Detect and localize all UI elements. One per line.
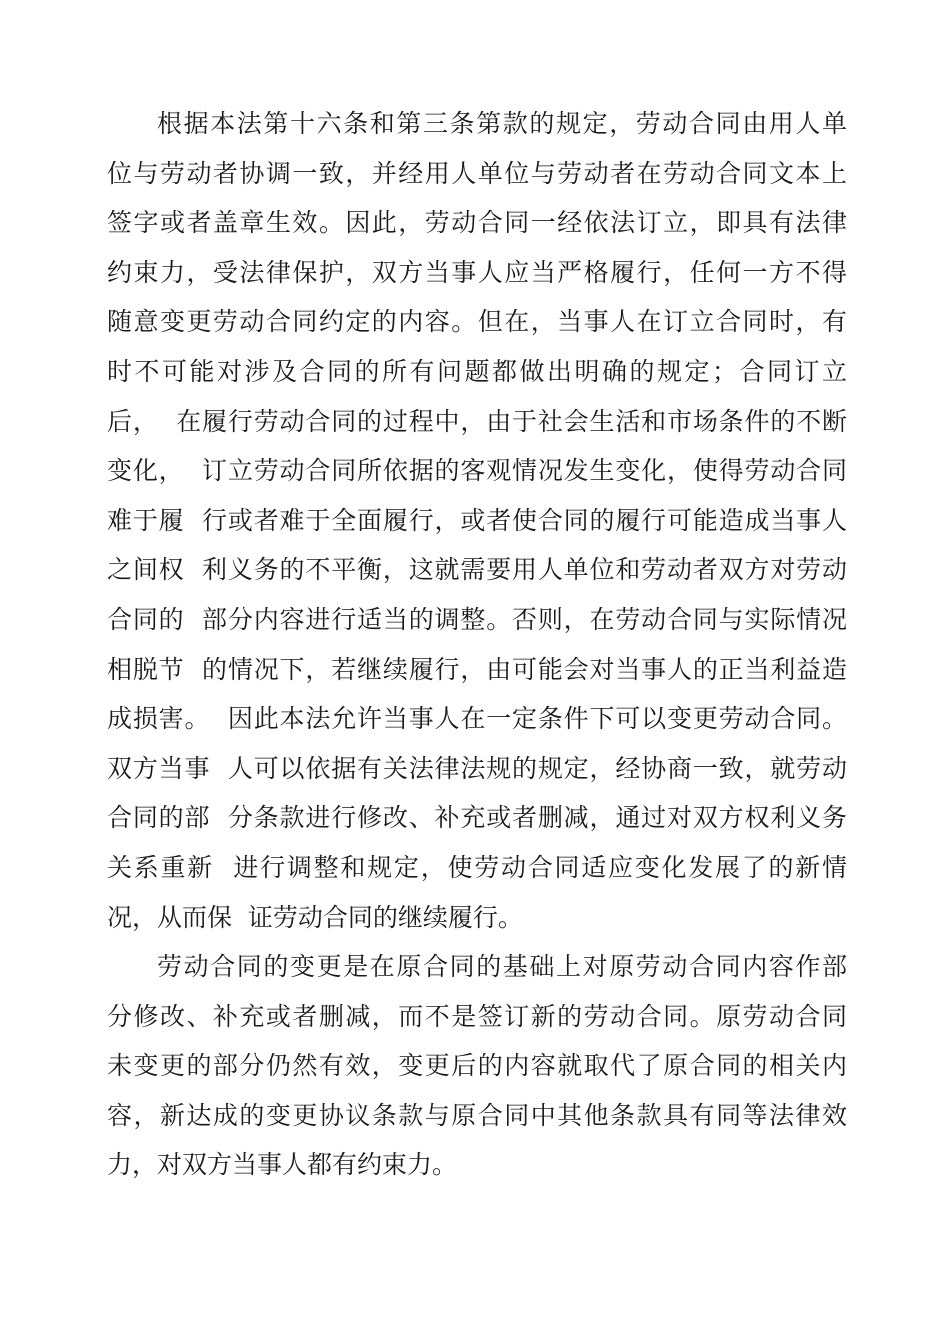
text-line: 难于履 行或者难于全面履行，或者使合同的履行可能造成当事人 (107, 505, 847, 535)
text-line: 根据本法第十六条和第三条第款的规定，劳动合同由用人单 (157, 109, 847, 138)
text-line: 时不可能对涉及合同的所有问题都做出明确的规定；合同订立 (107, 356, 847, 386)
text-line: 劳动合同的变更是在原合同的基础上对原劳动合同内容作部 (157, 952, 847, 982)
text-line: 相脱节 的情况下，若继续履行，由可能会对当事人的正当利益造 (107, 654, 847, 684)
text-line: 成损害。 因此本法允许当事人在一定条件下可以变更劳动合同。 (107, 704, 847, 734)
text-line: 力，对双方当事人都有约束力。 (107, 1150, 458, 1180)
text-line: 位与劳动者协调一致，并经用人单位与劳动者在劳动合同文本上 (107, 158, 847, 188)
text-line: 约束力，受法律保护，双方当事人应当严格履行，任何一方不得 (107, 257, 847, 287)
text-line: 随意变更劳动合同约定的内容。但在，当事人在订立合同时，有 (107, 307, 847, 337)
text-line: 签字或者盖章生效。因此，劳动合同一经依法订立，即具有法律 (107, 208, 847, 238)
text-line: 关系重新 进行调整和规定，使劳动合同适应变化发展了的新情 (107, 852, 847, 882)
text-line: 之间权 利义务的不平衡，这就需要用人单位和劳动者双方对劳动 (107, 555, 847, 585)
text-line: 未变更的部分仍然有效，变更后的内容就取代了原合同的相关内 (107, 1051, 847, 1081)
text-line: 合同的部 分条款进行修改、补充或者删减，通过对双方权利义务 (107, 803, 847, 833)
text-line: 容，新达成的变更协议条款与原合同中其他条款具有同等法律效 (107, 1100, 847, 1130)
document-body (107, 99, 847, 1190)
text-line: 变化， 订立劳动合同所依据的客观情况发生变化，使得劳动合同 (107, 456, 847, 486)
text-line: 后， 在履行劳动合同的过程中，由于社会生活和市场条件的不断 (107, 406, 847, 436)
paragraph-2 (107, 942, 847, 1190)
text-line: 合同的 部分内容进行适当的调整。否则，在劳动合同与实际情况 (107, 604, 847, 634)
text-line: 况，从而保 证劳动合同的继续履行。 (107, 902, 523, 932)
text-line: 双方当事 人可以依据有关法律法规的规定，经协商一致，就劳动 (107, 753, 847, 783)
paragraph-1 (107, 99, 847, 942)
text-line: 分修改、补充或者删减，而不是签订新的劳动合同。原劳动合同 (107, 1001, 847, 1031)
